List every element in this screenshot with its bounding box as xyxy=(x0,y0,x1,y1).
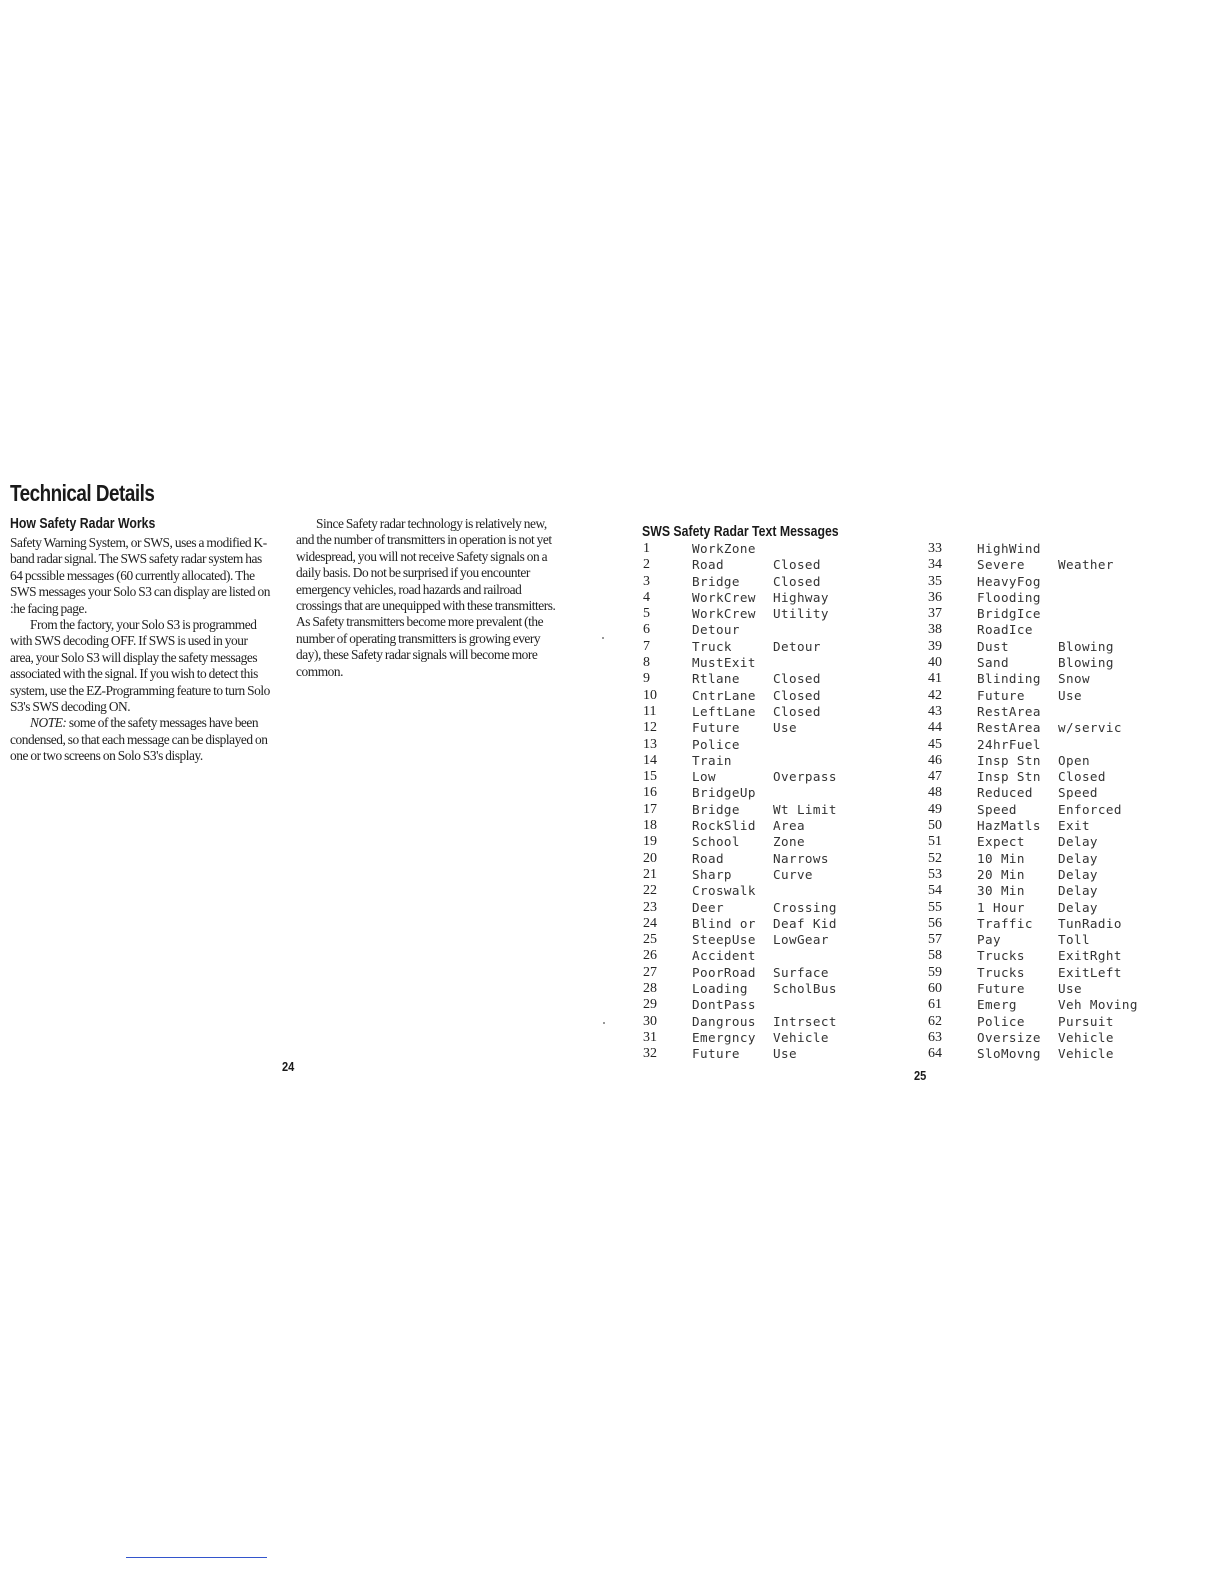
message-second-screen: Highway xyxy=(773,589,829,605)
message-first-screen: Emergncy xyxy=(692,1029,756,1045)
message-row xyxy=(643,932,943,948)
message-second-screen: w/servic xyxy=(1058,720,1122,736)
message-first-screen: Pay xyxy=(977,932,1001,948)
message-row xyxy=(928,997,1224,1013)
message-row xyxy=(928,981,1224,997)
message-row xyxy=(643,606,943,622)
message-number: 33 xyxy=(928,541,942,556)
message-second-screen: Weather xyxy=(1058,557,1114,573)
message-number: 14 xyxy=(643,752,657,768)
message-second-screen: Open xyxy=(1058,752,1090,768)
message-first-screen: WorkCrew xyxy=(692,589,756,605)
message-first-screen: WorkZone xyxy=(692,541,756,556)
messages-list-1-32 xyxy=(643,541,943,1063)
message-first-screen: RestArea xyxy=(977,703,1041,719)
stray-mark xyxy=(602,637,604,639)
message-second-screen: Use xyxy=(773,1046,797,1062)
page-title: Technical Details xyxy=(10,480,155,506)
footer-rule xyxy=(126,1557,267,1558)
message-row xyxy=(643,720,943,736)
middle-column-text xyxy=(296,516,564,680)
message-number: 1 xyxy=(643,541,650,556)
message-number: 19 xyxy=(643,834,657,850)
message-row xyxy=(643,769,943,785)
message-number: 3 xyxy=(643,573,650,589)
message-first-screen: School xyxy=(692,834,740,850)
message-row xyxy=(643,948,943,964)
message-row xyxy=(928,1046,1224,1062)
message-row xyxy=(928,688,1224,704)
message-second-screen: Deaf Kid xyxy=(773,915,837,931)
message-first-screen: Bridge xyxy=(692,801,740,817)
message-second-screen: Detour xyxy=(773,638,821,654)
message-number: 26 xyxy=(643,948,657,964)
message-second-screen: ExitLeft xyxy=(1058,964,1122,980)
message-number: 60 xyxy=(928,981,942,997)
message-row xyxy=(643,997,943,1013)
message-number: 62 xyxy=(928,1013,942,1029)
message-first-screen: PoorRoad xyxy=(692,964,756,980)
message-first-screen: Oversize xyxy=(977,1029,1041,1045)
message-row xyxy=(928,639,1224,655)
message-row xyxy=(928,753,1224,769)
message-number: 44 xyxy=(928,720,942,736)
message-second-screen: Toll xyxy=(1058,932,1090,948)
message-number: 8 xyxy=(643,655,650,671)
message-number: 22 xyxy=(643,883,657,899)
message-number: 20 xyxy=(643,850,657,866)
message-first-screen: Severe xyxy=(977,557,1025,573)
message-first-screen: RockSlid xyxy=(692,818,756,834)
message-number: 6 xyxy=(643,622,650,638)
message-first-screen: CntrLane xyxy=(692,687,756,703)
message-number: 36 xyxy=(928,589,942,605)
paragraph-factory: From the factory, your Solo S3 is programmed with SWS decoding OFF. If SWS is used in your area, your Solo S3 will display the safety messages associated with the signal. If you wish to detect this system, use the EZ-Programming feature to turn Solo S3's SWS decoding ON. xyxy=(10,617,270,715)
message-first-screen: 24hrFuel xyxy=(977,736,1041,752)
message-first-screen: SloMovng xyxy=(977,1046,1041,1062)
message-second-screen: TunRadio xyxy=(1058,915,1122,931)
message-row xyxy=(643,639,943,655)
message-number: 32 xyxy=(643,1046,657,1062)
message-row xyxy=(928,590,1224,606)
message-number: 12 xyxy=(643,720,657,736)
message-second-screen: Overpass xyxy=(773,769,837,785)
note-text: some of the safety messages have been condensed, so that each message can be displayed on one or two screens on Solo S3's display. xyxy=(10,715,268,764)
message-row xyxy=(928,818,1224,834)
message-number: 35 xyxy=(928,573,942,589)
paragraph-technology: Since Safety radar technology is relatively new, and the number of transmitters in operation is not yet widespread, you will not receive Safety signals on a daily basis. Do not be surprised if you encounter emergency vehicles, road hazards and railroad crossings that are unequipped with these transmitters. As Safety transmitters become more prevalent (the number of operating transmitters is growing every day), these Safety radar signals will become more common. xyxy=(296,516,556,679)
message-first-screen: 10 Min xyxy=(977,850,1025,866)
message-number: 4 xyxy=(643,589,650,605)
message-second-screen: Use xyxy=(1058,687,1082,703)
message-first-screen: Train xyxy=(692,752,732,768)
message-row xyxy=(928,769,1224,785)
message-first-screen: Emerg xyxy=(977,997,1017,1013)
message-row xyxy=(643,851,943,867)
message-row xyxy=(928,900,1224,916)
message-row xyxy=(928,574,1224,590)
message-number: 54 xyxy=(928,883,942,899)
message-first-screen: SteepUse xyxy=(692,932,756,948)
section-heading: How Safety Radar Works xyxy=(10,515,156,532)
message-number: 18 xyxy=(643,818,657,834)
message-row xyxy=(928,541,1224,557)
message-second-screen: Speed xyxy=(1058,785,1098,801)
message-first-screen: Sharp xyxy=(692,866,732,882)
message-first-screen: Police xyxy=(692,736,740,752)
message-row xyxy=(643,671,943,687)
message-first-screen: Sand xyxy=(977,655,1009,671)
message-row xyxy=(928,965,1224,981)
message-second-screen: Use xyxy=(773,720,797,736)
message-second-screen: Closed xyxy=(773,703,821,719)
message-first-screen: BridgeUp xyxy=(692,785,756,801)
message-first-screen: 30 Min xyxy=(977,883,1025,899)
message-first-screen: Accident xyxy=(692,948,756,964)
message-number: 25 xyxy=(643,932,657,948)
message-second-screen: Delay xyxy=(1058,866,1098,882)
message-first-screen: Reduced xyxy=(977,785,1033,801)
message-row xyxy=(928,851,1224,867)
message-number: 56 xyxy=(928,915,942,931)
message-number: 49 xyxy=(928,801,942,817)
message-row xyxy=(643,818,943,834)
message-first-screen: Croswalk xyxy=(692,883,756,899)
messages-table-heading: SWS Safety Radar Text Messages xyxy=(642,523,839,540)
message-number: 40 xyxy=(928,655,942,671)
message-number: 58 xyxy=(928,948,942,964)
message-second-screen: Use xyxy=(1058,981,1082,997)
message-row xyxy=(928,883,1224,899)
message-first-screen: Rtlane xyxy=(692,671,740,687)
message-number: 2 xyxy=(643,557,650,573)
message-number: 59 xyxy=(928,964,942,980)
message-row xyxy=(643,883,943,899)
message-first-screen: Future xyxy=(977,981,1025,997)
message-row xyxy=(643,590,943,606)
message-row xyxy=(643,541,943,557)
message-row xyxy=(643,1014,943,1030)
message-row xyxy=(643,834,943,850)
message-first-screen: Future xyxy=(692,720,740,736)
message-number: 52 xyxy=(928,850,942,866)
message-first-screen: Truck xyxy=(692,638,732,654)
message-number: 64 xyxy=(928,1046,942,1062)
message-second-screen: Utility xyxy=(773,606,829,622)
message-first-screen: Insp Stn xyxy=(977,769,1041,785)
message-row xyxy=(643,981,943,997)
message-number: 41 xyxy=(928,671,942,687)
message-row xyxy=(928,720,1224,736)
message-second-screen: Closed xyxy=(773,557,821,573)
message-first-screen: Expect xyxy=(977,834,1025,850)
message-second-screen: Closed xyxy=(773,671,821,687)
message-row xyxy=(643,737,943,753)
message-first-screen: Low xyxy=(692,769,716,785)
messages-list-33-64 xyxy=(928,541,1224,1063)
message-first-screen: Detour xyxy=(692,622,740,638)
message-row xyxy=(643,574,943,590)
message-row xyxy=(643,622,943,638)
message-row xyxy=(643,785,943,801)
message-row xyxy=(928,1014,1224,1030)
message-second-screen: Veh Moving xyxy=(1058,997,1138,1013)
message-second-screen: Closed xyxy=(1058,769,1106,785)
message-row xyxy=(928,916,1224,932)
message-first-screen: MustExit xyxy=(692,655,756,671)
message-first-screen: Deer xyxy=(692,899,724,915)
message-first-screen: RestArea xyxy=(977,720,1041,736)
message-second-screen: Delay xyxy=(1058,883,1098,899)
message-row xyxy=(928,622,1224,638)
stray-mark xyxy=(603,1022,605,1024)
paragraph-note xyxy=(10,715,272,764)
message-second-screen: Intrsect xyxy=(773,1013,837,1029)
message-number: 63 xyxy=(928,1029,942,1045)
message-first-screen: Road xyxy=(692,850,724,866)
message-row xyxy=(928,785,1224,801)
message-row xyxy=(928,834,1224,850)
message-second-screen: Delay xyxy=(1058,899,1098,915)
message-number: 43 xyxy=(928,703,942,719)
message-second-screen: ExitRght xyxy=(1058,948,1122,964)
message-number: 27 xyxy=(643,964,657,980)
page-number-left: 24 xyxy=(282,1059,295,1074)
message-number: 23 xyxy=(643,899,657,915)
message-second-screen: Area xyxy=(773,818,805,834)
message-number: 9 xyxy=(643,671,650,687)
message-number: 48 xyxy=(928,785,942,801)
message-second-screen: Surface xyxy=(773,964,829,980)
message-second-screen: Zone xyxy=(773,834,805,850)
message-number: 50 xyxy=(928,818,942,834)
message-number: 51 xyxy=(928,834,942,850)
message-row xyxy=(643,557,943,573)
message-second-screen: ScholBus xyxy=(773,981,837,997)
message-row xyxy=(928,867,1224,883)
message-first-screen: 1 Hour xyxy=(977,899,1025,915)
message-row xyxy=(643,704,943,720)
message-second-screen: Blowing xyxy=(1058,638,1114,654)
message-first-screen: Traffic xyxy=(977,915,1033,931)
message-number: 7 xyxy=(643,638,650,654)
message-row xyxy=(928,606,1224,622)
message-row xyxy=(643,802,943,818)
message-number: 16 xyxy=(643,785,657,801)
message-row xyxy=(928,557,1224,573)
message-number: 55 xyxy=(928,899,942,915)
message-row xyxy=(643,655,943,671)
message-number: 5 xyxy=(643,606,650,622)
message-row xyxy=(643,753,943,769)
message-second-screen: Delay xyxy=(1058,850,1098,866)
message-number: 42 xyxy=(928,687,942,703)
message-first-screen: Blind or xyxy=(692,915,756,931)
message-number: 21 xyxy=(643,866,657,882)
message-second-screen: Vehicle xyxy=(773,1029,829,1045)
message-row xyxy=(643,1030,943,1046)
message-row xyxy=(928,948,1224,964)
message-first-screen: Dust xyxy=(977,638,1009,654)
message-number: 24 xyxy=(643,915,657,931)
message-number: 45 xyxy=(928,736,942,752)
message-row xyxy=(643,900,943,916)
message-row xyxy=(928,802,1224,818)
message-second-screen: Delay xyxy=(1058,834,1098,850)
message-first-screen: Dangrous xyxy=(692,1013,756,1029)
message-row xyxy=(643,916,943,932)
message-number: 10 xyxy=(643,687,657,703)
message-second-screen: Pursuit xyxy=(1058,1013,1114,1029)
message-number: 17 xyxy=(643,801,657,817)
message-number: 39 xyxy=(928,638,942,654)
message-number: 29 xyxy=(643,997,657,1013)
message-first-screen: BridgIce xyxy=(977,606,1041,622)
message-first-screen: Insp Stn xyxy=(977,752,1041,768)
message-first-screen: HighWind xyxy=(977,541,1041,556)
message-first-screen: 20 Min xyxy=(977,866,1025,882)
message-first-screen: Speed xyxy=(977,801,1017,817)
message-number: 15 xyxy=(643,769,657,785)
message-first-screen: Flooding xyxy=(977,589,1041,605)
message-number: 53 xyxy=(928,866,942,882)
left-column-text xyxy=(10,535,272,765)
message-number: 31 xyxy=(643,1029,657,1045)
note-label: NOTE: xyxy=(30,715,67,731)
message-first-screen: HazMatls xyxy=(977,818,1041,834)
message-first-screen: Bridge xyxy=(692,573,740,589)
message-second-screen: Snow xyxy=(1058,671,1090,687)
message-second-screen: Narrows xyxy=(773,850,829,866)
message-number: 30 xyxy=(643,1013,657,1029)
message-second-screen: LowGear xyxy=(773,932,829,948)
message-row xyxy=(643,688,943,704)
message-first-screen: HeavyFog xyxy=(977,573,1041,589)
message-first-screen: Future xyxy=(692,1046,740,1062)
message-row xyxy=(928,704,1224,720)
message-first-screen: WorkCrew xyxy=(692,606,756,622)
message-row xyxy=(928,932,1224,948)
message-second-screen: Curve xyxy=(773,866,813,882)
message-first-screen: Road xyxy=(692,557,724,573)
message-second-screen: Enforced xyxy=(1058,801,1122,817)
message-second-screen: Crossing xyxy=(773,899,837,915)
message-first-screen: LeftLane xyxy=(692,703,756,719)
message-number: 13 xyxy=(643,736,657,752)
paragraph-intro: Safety Warning System, or SWS, uses a modified K-band radar signal. The SWS safety radar system has 64 pcssible messages (60 currently allocated). The SWS messages your Solo S3 can display are listed on :he facing page. xyxy=(10,535,271,616)
message-second-screen: Closed xyxy=(773,687,821,703)
message-row xyxy=(928,1030,1224,1046)
message-row xyxy=(643,965,943,981)
message-number: 11 xyxy=(643,703,657,719)
message-second-screen: Exit xyxy=(1058,818,1090,834)
message-first-screen: Police xyxy=(977,1013,1025,1029)
message-number: 57 xyxy=(928,932,942,948)
message-second-screen: Closed xyxy=(773,573,821,589)
message-first-screen: Trucks xyxy=(977,964,1025,980)
message-number: 61 xyxy=(928,997,942,1013)
message-first-screen: Blinding xyxy=(977,671,1041,687)
message-second-screen: Vehicle xyxy=(1058,1046,1114,1062)
message-second-screen: Vehicle xyxy=(1058,1029,1114,1045)
message-number: 47 xyxy=(928,769,942,785)
message-number: 46 xyxy=(928,752,942,768)
message-first-screen: RoadIce xyxy=(977,622,1033,638)
message-second-screen: Blowing xyxy=(1058,655,1114,671)
message-number: 37 xyxy=(928,606,942,622)
message-first-screen: Future xyxy=(977,687,1025,703)
message-row xyxy=(643,1046,943,1062)
message-row xyxy=(643,867,943,883)
message-first-screen: Loading xyxy=(692,981,748,997)
message-row xyxy=(928,671,1224,687)
message-first-screen: DontPass xyxy=(692,997,756,1013)
message-number: 28 xyxy=(643,981,657,997)
message-first-screen: Trucks xyxy=(977,948,1025,964)
message-row xyxy=(928,737,1224,753)
message-row xyxy=(928,655,1224,671)
page-number-right: 25 xyxy=(914,1068,927,1083)
message-second-screen: Wt Limit xyxy=(773,801,837,817)
message-number: 38 xyxy=(928,622,942,638)
message-number: 34 xyxy=(928,557,942,573)
